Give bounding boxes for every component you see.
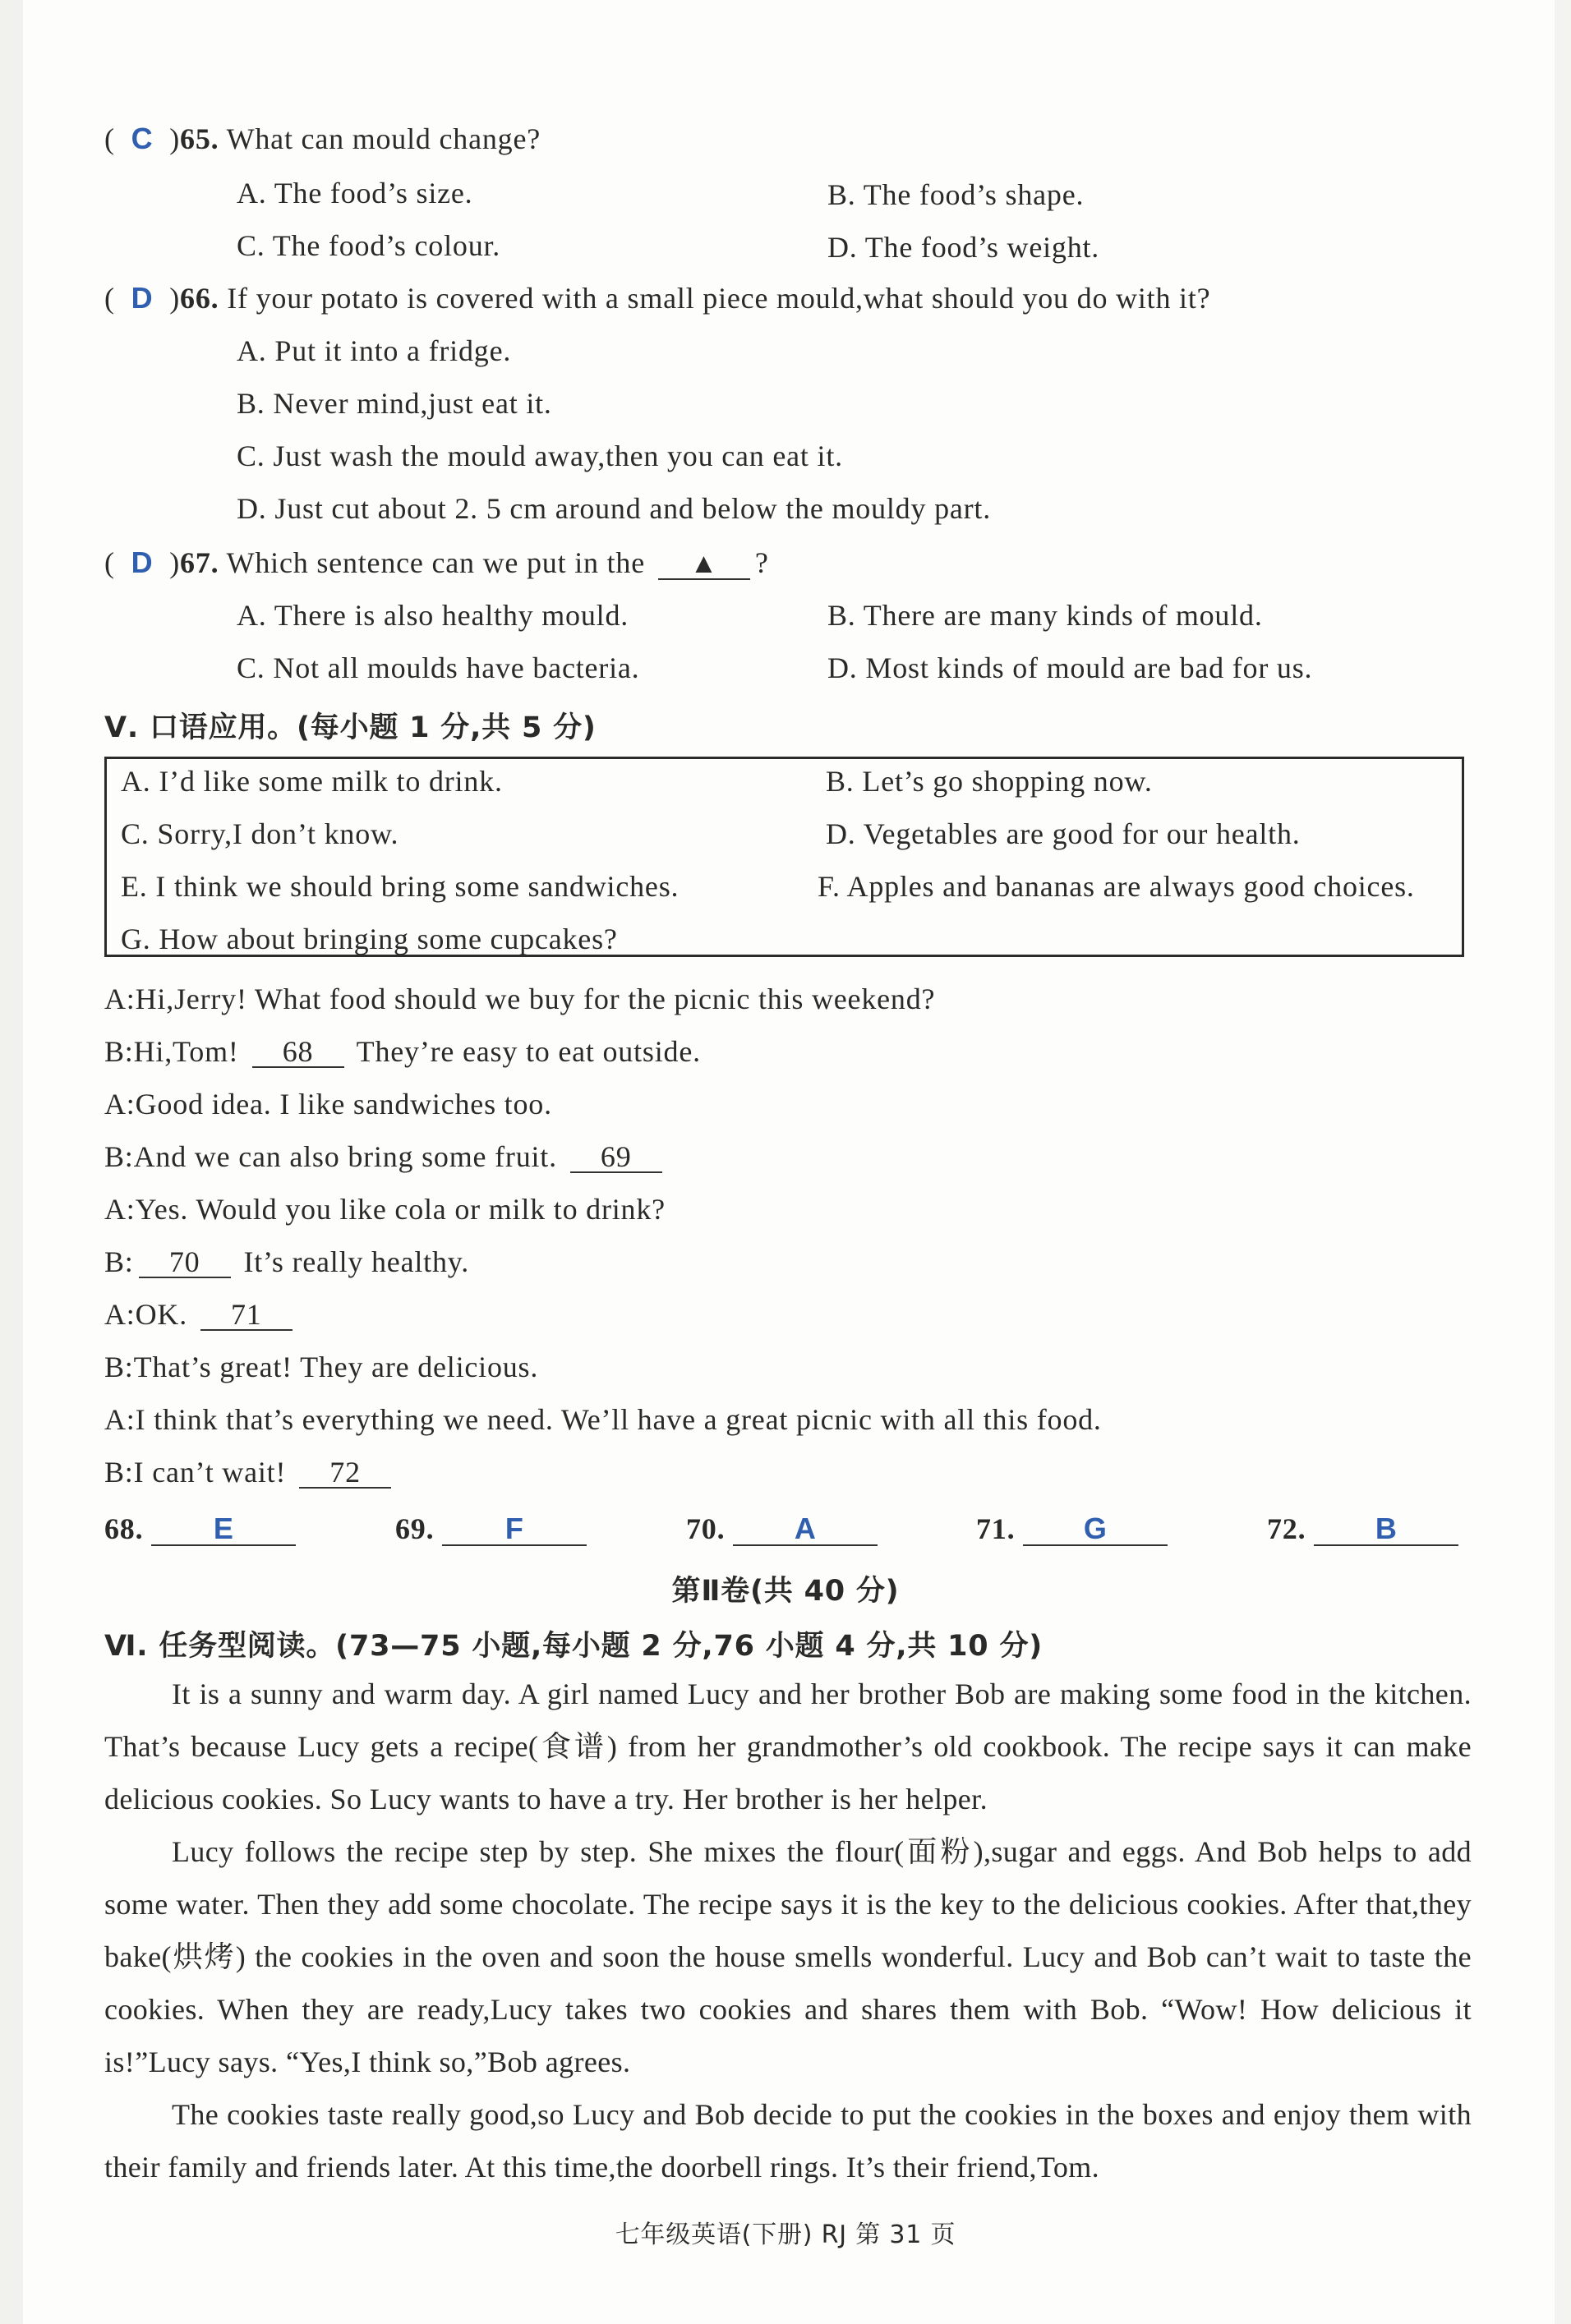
answer-value: E (151, 1512, 296, 1546)
question-66 (104, 281, 1210, 315)
triangle-icon: ▲ (689, 549, 719, 579)
reading-paragraph-1: It is a sunny and warm day. A girl named Lucy and her brother Bob are making some food in the kitchen. That’s because Lucy gets a recipe(食谱) from her grandmother’s old cookbook. The recipe says it can make delicious cookies. So Lucy wants to have a try. Her brother is her helper. (104, 1677, 1472, 1815)
answer-67: D (131, 545, 154, 579)
line-text: B:Hi,Tom! (104, 1035, 239, 1068)
line-text: B: (104, 1245, 134, 1278)
box-option-d: D. Vegetables are good for our health. (826, 817, 1301, 850)
line-text: They’re easy to eat outside. (356, 1035, 701, 1068)
paren-close: ) (169, 282, 181, 315)
line-text: B:And we can also bring some fruit. (104, 1140, 557, 1173)
answer-value: F (442, 1512, 587, 1546)
dialogue-line-6 (104, 1245, 469, 1279)
dialogue-line-10 (104, 1455, 396, 1489)
question-stem: If your potato is covered with a small piece mould,what should you do with it? (227, 282, 1211, 315)
option-66-d: D. Just cut about 2. 5 cm around and below the mouldy part. (237, 492, 992, 525)
question-end: ? (754, 546, 769, 579)
section-6-heading: Ⅵ. 任务型阅读。(73—75 小题,每小题 2 分,76 小题 4 分,共 10 分) (104, 1630, 1043, 1663)
answer-number: 69. (395, 1512, 435, 1545)
paren-open: ( (104, 546, 115, 579)
answer-72 (1267, 1512, 1458, 1546)
answer-70 (686, 1512, 878, 1546)
dialogue-line-5: A:Yes. Would you like cola or milk to drink? (104, 1193, 666, 1226)
part-2-title: 第Ⅱ卷(共 40 分) (671, 1575, 900, 1608)
paren-close: ) (169, 122, 181, 155)
answer-number: 68. (104, 1512, 144, 1545)
dialogue-line-4 (104, 1139, 667, 1174)
question-number: 65. (180, 122, 219, 155)
question-65 (104, 122, 541, 156)
box-option-b: B. Let’s go shopping now. (826, 765, 1153, 798)
question-number: 66. (180, 282, 219, 315)
box-option-e: E. I think we should bring some sandwiches. (121, 870, 680, 903)
option-66-a: A. Put it into a fridge. (237, 334, 512, 367)
option-66-c: C. Just wash the mould away,then you can eat it. (237, 439, 843, 472)
option-67-a: A. There is also healthy mould. (237, 599, 629, 632)
line-text: A:OK. (104, 1298, 187, 1331)
line-text: B:I can’t wait! (104, 1456, 287, 1489)
blank-71: 71 (200, 1300, 293, 1331)
answer-number: 72. (1267, 1512, 1306, 1545)
line-text: It’s really healthy. (243, 1245, 470, 1278)
question-67 (104, 545, 769, 580)
dialogue-line-7 (104, 1297, 297, 1332)
dialogue-line-2 (104, 1034, 701, 1069)
answer-71 (976, 1512, 1168, 1546)
answer-69 (395, 1512, 587, 1546)
option-65-b: B. The food’s shape. (827, 178, 1085, 211)
question-stem: Which sentence can we put in the (226, 546, 645, 579)
answer-value: A (733, 1512, 878, 1546)
dialogue-line-9: A:I think that’s everything we need. We’ll have a great picnic with all this food. (104, 1403, 1102, 1436)
option-67-b: B. There are many kinds of mould. (827, 599, 1263, 632)
blank-70: 70 (139, 1247, 231, 1278)
paren-open: ( (104, 282, 115, 315)
answer-number: 70. (686, 1512, 726, 1545)
option-67-d: D. Most kinds of mould are bad for us. (827, 651, 1313, 684)
question-number: 67. (180, 546, 219, 579)
page-footer: 七年级英语(下册) RJ 第 31 页 (615, 2220, 956, 2249)
option-67-c: C. Not all moulds have bacteria. (237, 651, 640, 684)
paren-close: ) (169, 546, 181, 579)
box-option-a: A. I’d like some milk to drink. (121, 765, 503, 798)
option-65-d: D. The food’s weight. (827, 231, 1100, 264)
option-65-a: A. The food’s size. (237, 177, 473, 209)
dialogue-line-8: B:That’s great! They are delicious. (104, 1351, 539, 1383)
answer-number: 71. (976, 1512, 1016, 1545)
blank-72: 72 (299, 1457, 391, 1489)
reading-paragraph-2: Lucy follows the recipe step by step. She mixes the flour(面粉),sugar and eggs. And Bob helps to add some water. Then they add some chocolate. The recipe says it is the key to the delicious cookies. After that,they bake(烘烤) the cookies in the oven and soon the house smells wonderful. Lucy and Bob can’t wait to taste the cookies. When they are ready,Lucy takes two cookies and shares them with Bob. “Wow! How delicious it is!”Lucy says. “Yes,I think so,”Bob agrees. (104, 1835, 1472, 2078)
dialogue-line-1: A:Hi,Jerry! What food should we buy for the picnic this weekend? (104, 983, 936, 1015)
box-option-f: F. Apples and bananas are always good choices. (818, 870, 1415, 903)
answer-value: B (1314, 1512, 1458, 1546)
dialogue-line-3: A:Good idea. I like sandwiches too. (104, 1088, 552, 1121)
paren-open: ( (104, 122, 115, 155)
option-65-c: C. The food’s colour. (237, 229, 501, 262)
blank-triangle (658, 548, 750, 580)
question-stem: What can mould change? (226, 122, 541, 155)
blank-69: 69 (570, 1142, 662, 1173)
blank-68: 68 (252, 1037, 344, 1068)
box-option-c: C. Sorry,I don’t know. (121, 817, 399, 850)
answer-65: C (131, 122, 154, 155)
answer-66: D (131, 281, 154, 315)
option-66-b: B. Never mind,just eat it. (237, 387, 552, 420)
reading-paragraph-3: The cookies taste really good,so Lucy and Bob decide to put the cookies in the boxes and enjoy them with their family and friends later. At this time,the doorbell rings. It’s their friend,Tom. (104, 2098, 1472, 2184)
box-option-g: G. How about bringing some cupcakes? (121, 923, 618, 955)
section-5-heading: Ⅴ. 口语应用。(每小题 1 分,共 5 分) (104, 711, 597, 744)
answer-68 (104, 1512, 296, 1546)
answer-value: G (1023, 1512, 1168, 1546)
